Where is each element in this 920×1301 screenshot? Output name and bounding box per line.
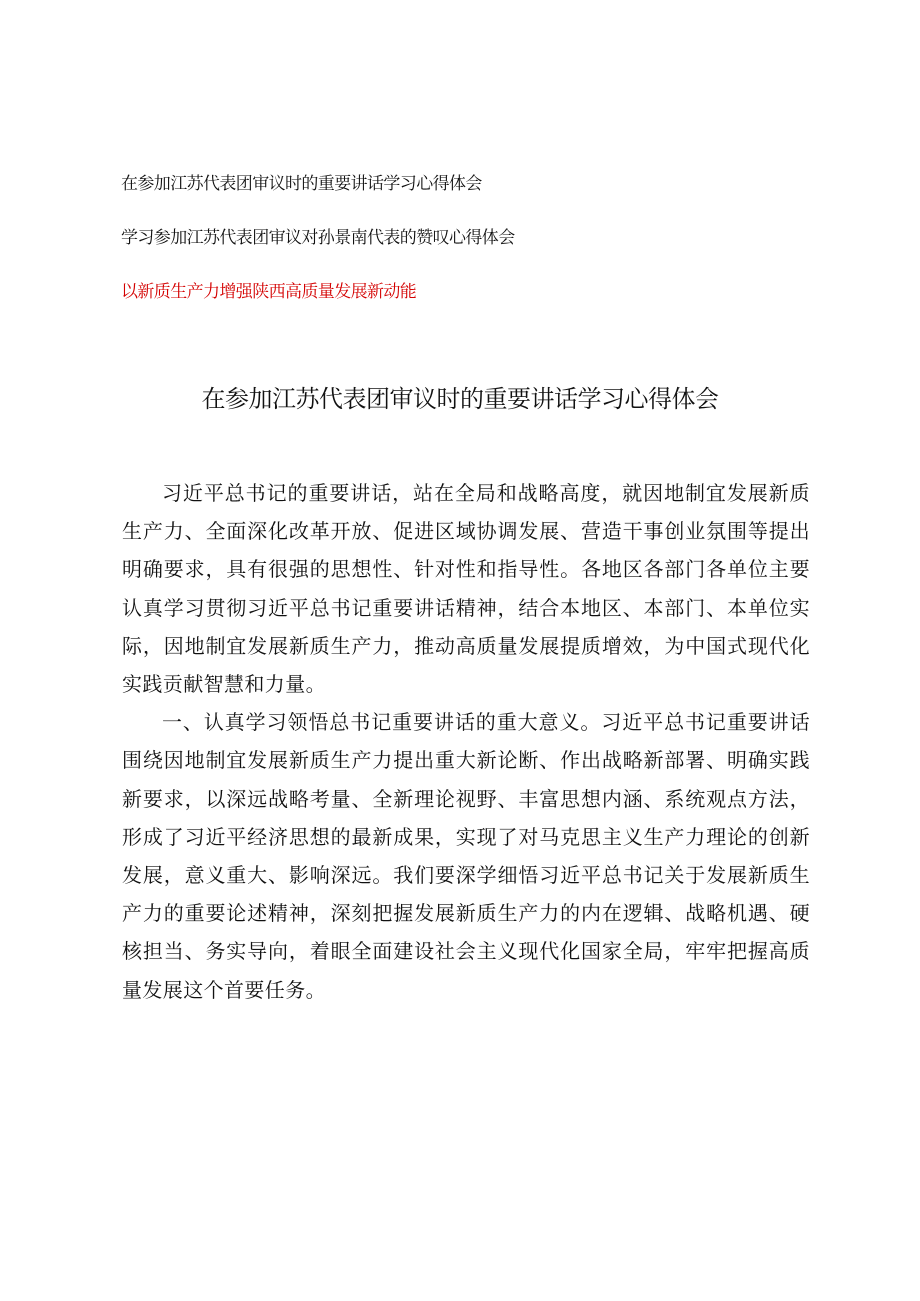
toc-item-highlighted[interactable]: 以新质生产力增强陕西高质量发展新动能 xyxy=(121,282,417,302)
toc-item[interactable]: 在参加江苏代表团审议时的重要讲话学习心得体会 xyxy=(121,174,482,194)
paragraph: 一、认真学习领悟总书记重要讲话的重大意义。习近平总书记重要讲话围绕因地制宜发展新质生产力提出重大新论断、作出战略新部署、明确实践新要求，以深远战略考量、全新理论视野、丰富思想内涵、系统观点方法，形成了习近平经济思想的最新成果，实现了对马克思主义生产力理论的创新发展，意义重大、影响深远。我们要深学细悟习近平总书记关于发展新质生产力的重要论述精神，深刻把握发展新质生产力的内在逻辑、战略机遇、硬核担当、务实导向，着眼全面建设社会主义现代化国家全局，牢牢把握高质量发展这个首要任务。 xyxy=(122,710,810,1002)
document-body xyxy=(122,474,810,1009)
table-of-contents xyxy=(121,173,821,335)
toc-item[interactable]: 学习参加江苏代表团审议对孙景南代表的赞叹心得体会 xyxy=(121,228,515,248)
paragraph: 习近平总书记的重要讲话，站在全局和战略高度，就因地制宜发展新质生产力、全面深化改革开放、促进区域协调发展、营造干事创业氛围等提出明确要求，具有很强的思想性、针对性和指导性。各地区各部门各单位主要认真学习贯彻习近平总书记重要讲话精神，结合本地区、本部门、本单位实际，因地制宜发展新质生产力，推动高质量发展提质增效，为中国式现代化实践贡献智慧和力量。 xyxy=(122,481,810,697)
document-title: 在参加江苏代表团审议时的重要讲话学习心得体会 xyxy=(201,385,719,413)
